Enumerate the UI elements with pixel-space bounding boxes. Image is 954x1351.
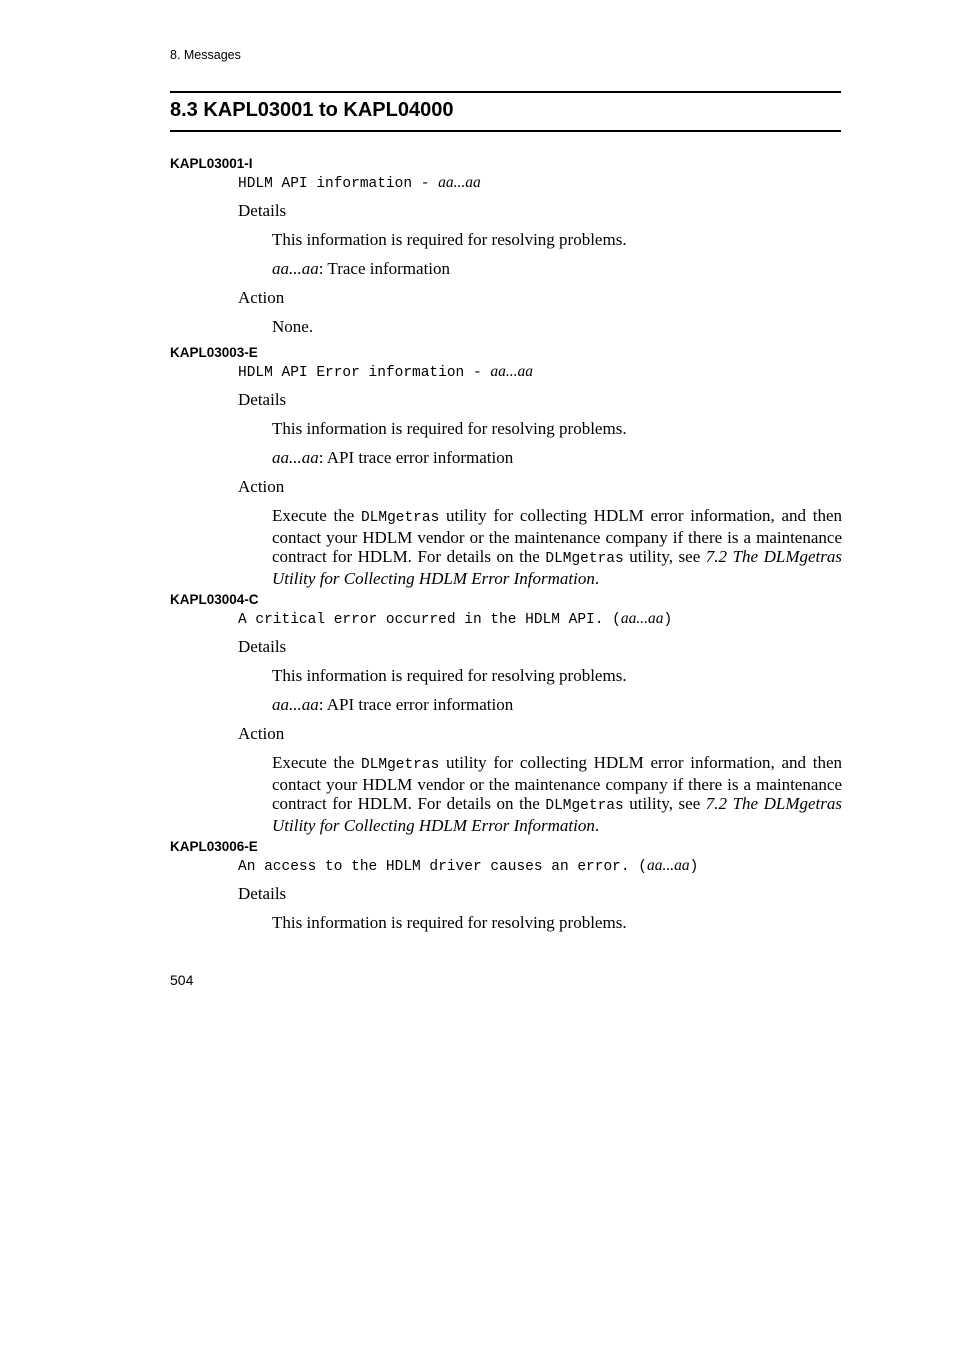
message-text — [238, 610, 672, 628]
details-variable-desc: : API trace error information — [318, 448, 514, 467]
action-text — [272, 506, 842, 588]
details-text: This information is required for resolving problems. — [272, 666, 627, 685]
message-id: KAPL03004-C — [170, 592, 259, 607]
message-text-end: ) — [689, 859, 699, 875]
command-name: DLMgetras — [360, 510, 440, 526]
running-header: 8. Messages — [170, 48, 241, 62]
details-variable: aa...aa — [272, 695, 319, 714]
action-text-part: Execute the — [272, 506, 361, 525]
action-heading: Action — [238, 288, 285, 307]
details-heading: Details — [238, 390, 287, 409]
details-text: This information is required for resolving problems. — [272, 230, 627, 249]
command-name: DLMgetras — [545, 551, 624, 567]
action-text-part: utility for collecting HDLM error information, and then contact your HDLM vendor or the maintenance company if there is a maintenance contract for HDLM. For details on the — [272, 753, 842, 813]
details-variable-desc: : Trace information — [318, 259, 451, 278]
section-rule-bottom — [170, 130, 841, 132]
action-text-part: utility, see — [623, 547, 706, 566]
details-variable-line — [272, 259, 842, 278]
command-name: DLMgetras — [360, 757, 440, 773]
action-text: None. — [272, 317, 314, 336]
action-text-part: utility, see — [623, 794, 706, 813]
message-variable: aa...aa — [646, 857, 690, 874]
action-text — [272, 753, 842, 835]
action-heading: Action — [238, 477, 285, 496]
message-variable: aa...aa — [490, 363, 533, 380]
message-text-end: ) — [663, 612, 673, 628]
cross-reference: 7.2 The DLMgetras Utility for Collecting HDLM Error Information — [272, 794, 842, 835]
message-variable: aa...aa — [438, 174, 481, 191]
section-rule-top — [170, 91, 841, 93]
details-variable-line — [272, 695, 842, 714]
message-variable: aa...aa — [620, 610, 664, 627]
details-heading: Details — [238, 637, 287, 656]
action-text-part: . — [594, 569, 600, 588]
action-text-part: utility for collecting HDLM error information, and then contact your HDLM vendor or the maintenance company if there is a maintenance contract for HDLM. For details on the — [272, 506, 842, 566]
command-name: DLMgetras — [545, 798, 624, 814]
action-text-part: . — [594, 816, 600, 835]
cross-reference: 7.2 The DLMgetras Utility for Collecting HDLM Error Information — [272, 547, 842, 588]
section-title: 8.3 KAPL03001 to KAPL04000 — [170, 99, 454, 121]
message-text — [238, 363, 533, 381]
details-text: This information is required for resolving problems. — [272, 913, 627, 932]
message-text — [238, 174, 481, 192]
message-text-body: HDLM API Error information - — [238, 365, 491, 381]
page-number: 504 — [170, 972, 194, 988]
message-text — [238, 857, 698, 875]
message-text-body: A critical error occurred in the HDLM API. ( — [238, 612, 621, 628]
details-variable-desc: : API trace error information — [318, 695, 514, 714]
message-id: KAPL03003-E — [170, 345, 258, 360]
details-text: This information is required for resolving problems. — [272, 419, 627, 438]
details-heading: Details — [238, 884, 287, 903]
message-text-body: An access to the HDLM driver causes an error. ( — [238, 859, 647, 875]
details-variable: aa...aa — [272, 259, 319, 278]
details-variable: aa...aa — [272, 448, 319, 467]
message-text-body: HDLM API information - — [238, 176, 439, 192]
action-text-part: Execute the — [272, 753, 361, 772]
message-id: KAPL03006-E — [170, 839, 258, 854]
details-heading: Details — [238, 201, 287, 220]
message-id: KAPL03001-I — [170, 156, 253, 171]
action-heading: Action — [238, 724, 285, 743]
details-variable-line — [272, 448, 842, 467]
